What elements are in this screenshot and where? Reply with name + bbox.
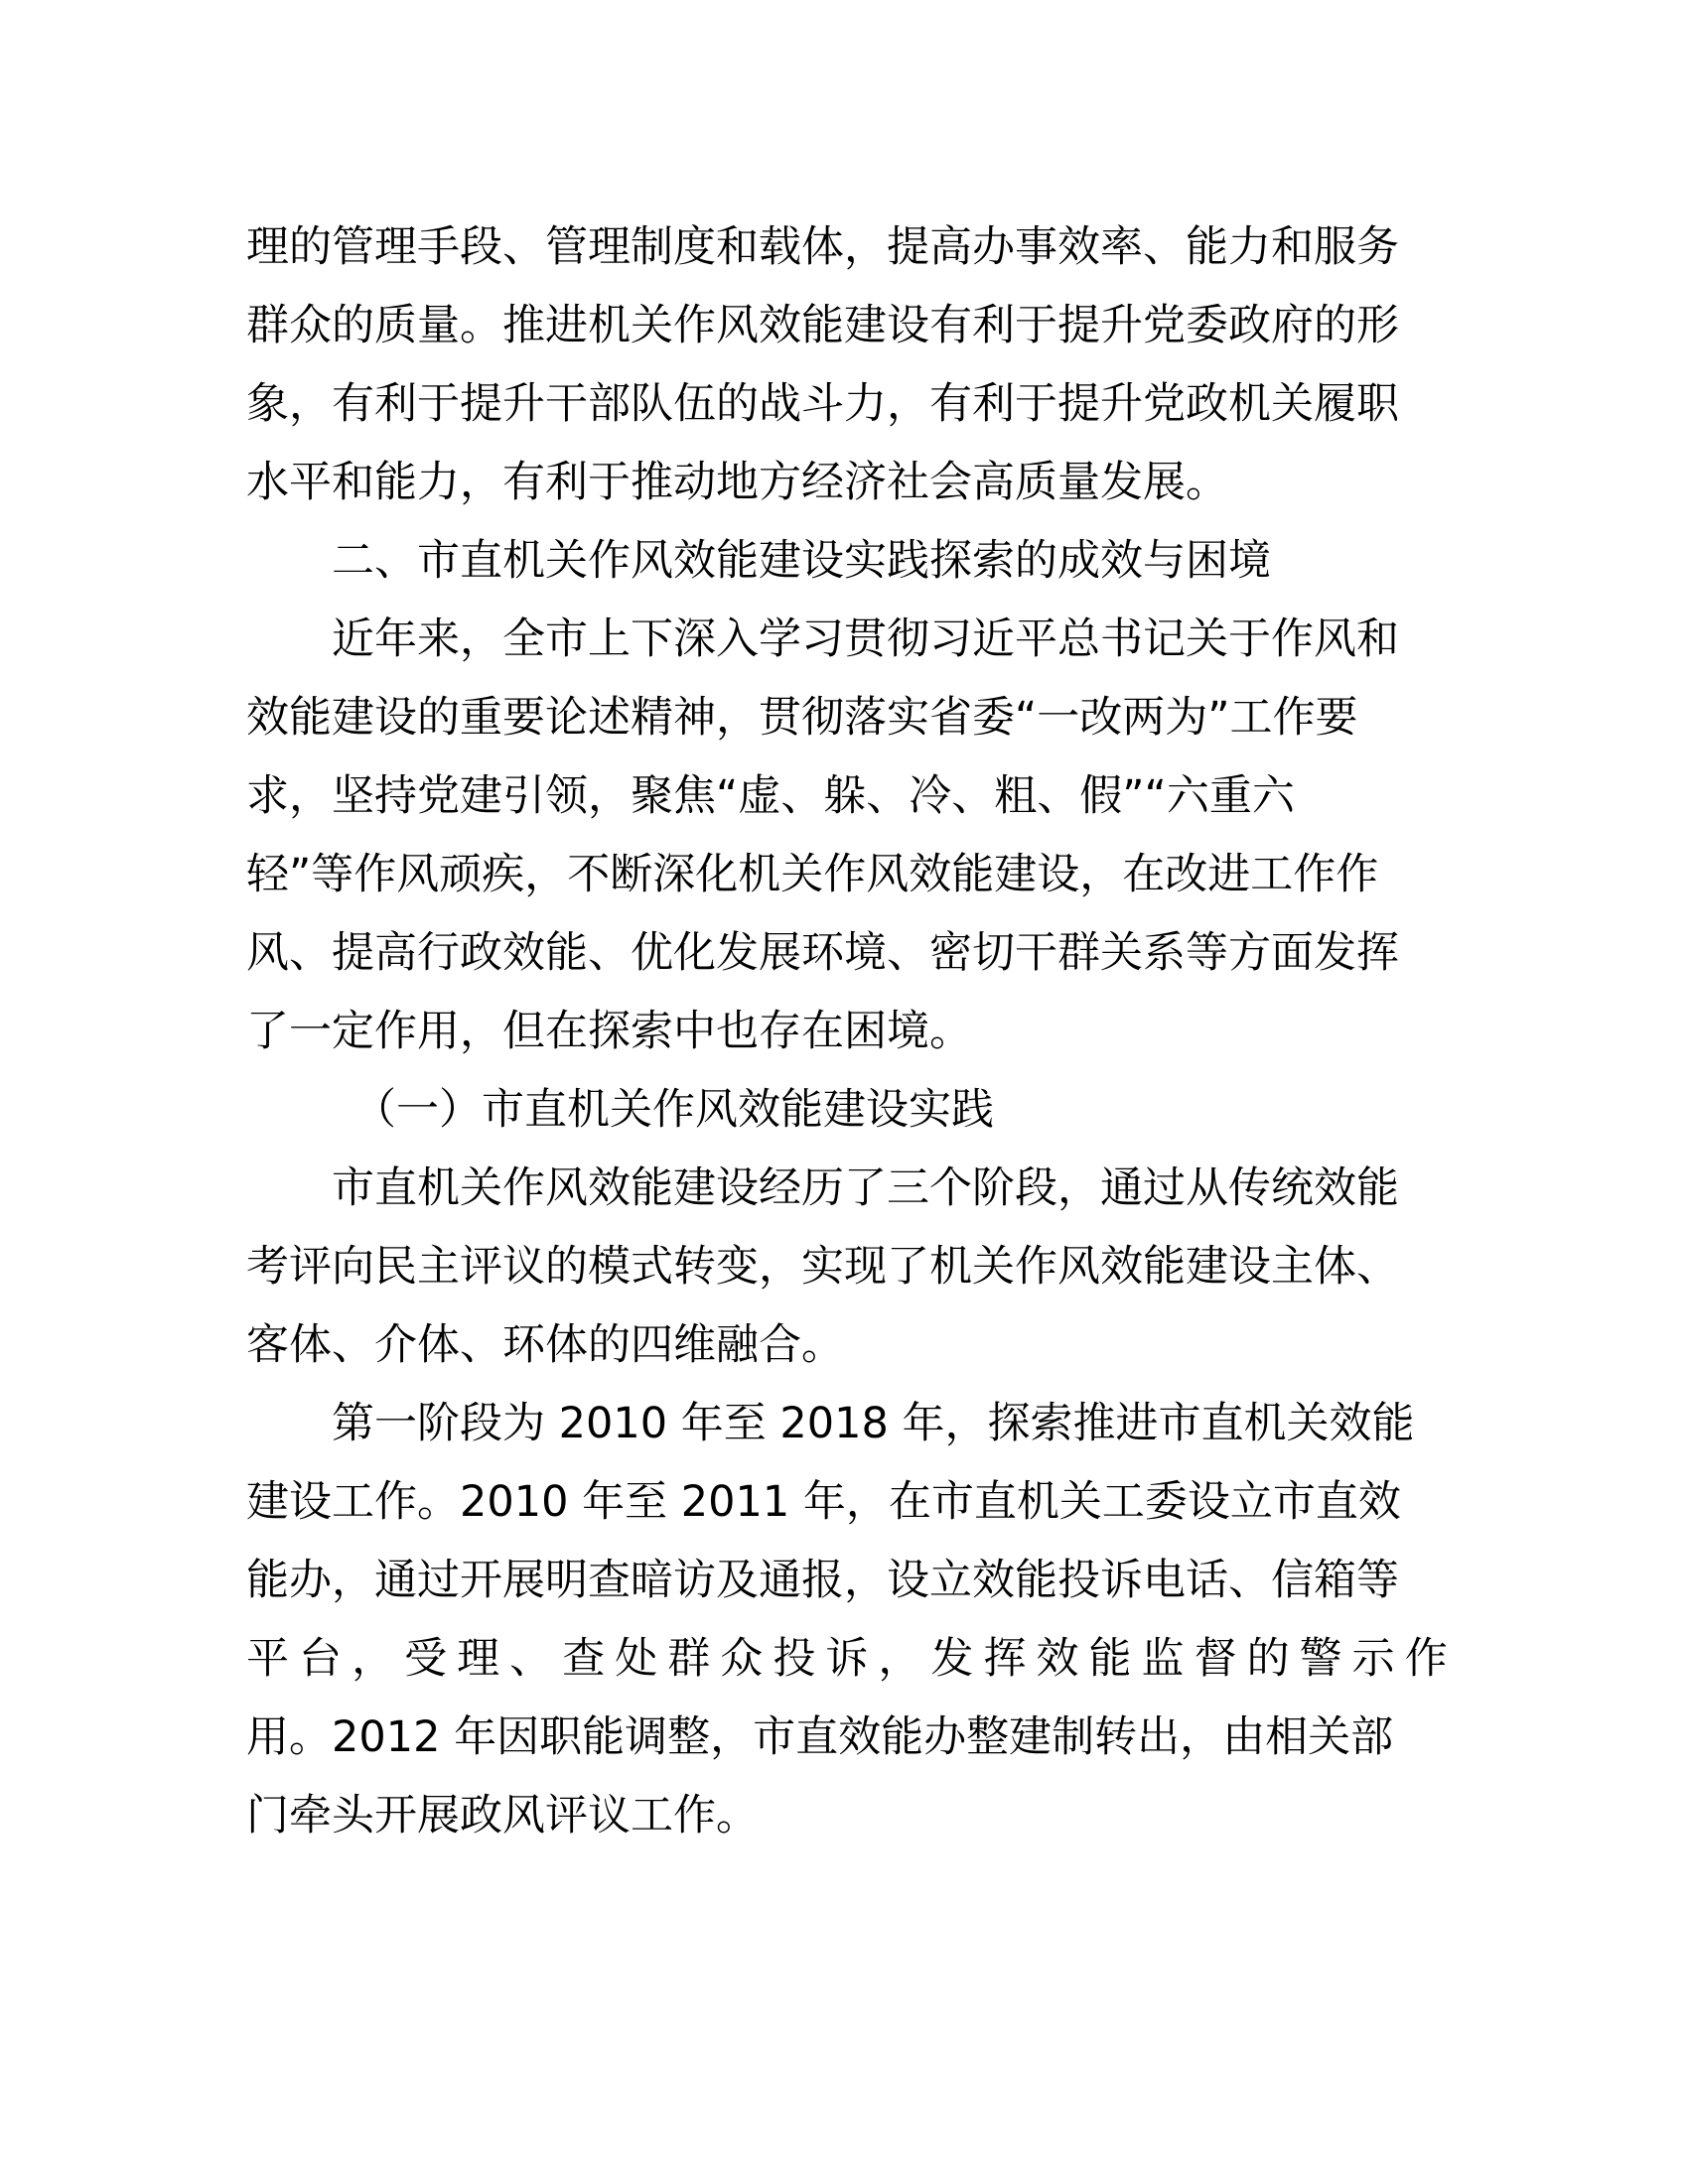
text-char: 督 [1194,1634,1237,1684]
text-line: 风、提高行政效能、优化发展环境、密切干群关系等方面发挥 [246,928,1399,978]
text-char: 监 [1141,1634,1185,1684]
text-char: 众 [720,1634,764,1684]
text-line: 门牵头开展政风评议工作。 [246,1791,759,1841]
text-char: 、 [509,1634,553,1684]
text-char: 诉 [825,1634,869,1684]
text-line: 轻”等作风顽疾，不断深化机关作风效能建设，在改进工作作 [246,850,1379,899]
heading-text: 二、市直机关作风效能建设实践探索的成效与困境 [332,536,1271,586]
paragraph-recent-years [246,601,1448,1071]
text-line: 了一定作用，但在探索中也存在困境。 [246,1007,972,1056]
text-line: 求，坚持党建引领，聚焦“虚、躲、冷、粗、假”“六重六 [246,771,1295,821]
text-line: 建设工作。2010 年至 2011 年，在市直机关工委设立市直效 [246,1477,1401,1527]
text-char: 处 [615,1634,658,1684]
text-line: 考评向民主评议的模式转变，实现了机关作风效能建设主体、 [246,1242,1399,1292]
text-char: 理 [457,1634,500,1684]
text-line: 市直机关作风效能建设经历了三个阶段，通过从传统效能 [332,1163,1399,1213]
text-char: 发 [930,1634,974,1684]
text-char: 平 [246,1634,289,1684]
text-char: ， [878,1634,921,1684]
text-char: 的 [1246,1634,1290,1684]
subheading-text: （一）市直机关作风效能建设实践 [353,1085,994,1135]
text-line: 效能建设的重要论述精神，贯彻落实省委“一改两为”工作要 [246,693,1358,743]
subsection-heading [246,1071,1448,1150]
section-heading [246,522,1448,601]
text-line: 理的管理手段、管理制度和载体，提高办事效率、能力和服务 [246,222,1399,272]
text-char: 作 [1404,1634,1448,1684]
text-line: 客体、介体、环体的四维融合。 [246,1320,844,1370]
text-line: 能办，通过开展明查暗访及通报，设立效能投诉电话、信箱等 [246,1556,1399,1605]
paragraph-stage-one [246,1385,1448,1855]
text-char: 投 [773,1634,816,1684]
text-char: 查 [562,1634,606,1684]
text-char: ， [352,1634,395,1684]
paragraph-stages [246,1150,1448,1385]
text-line: 群众的质量。推进机关作风效能建设有利于提升党委政府的形 [246,301,1399,350]
text-char: 受 [404,1634,448,1684]
text-char: 挥 [983,1634,1027,1684]
text-line-justified [246,1620,1448,1699]
text-char: 能 [1088,1634,1132,1684]
text-line: 象，有利于提升干部队伍的战斗力，有利于提升党政机关履职 [246,379,1399,429]
text-char: 群 [667,1634,711,1684]
text-line: 第一阶段为 2010 年至 2018 年，探索推进市直机关效能 [332,1399,1415,1448]
document-body [246,208,1448,1855]
text-char: 示 [1351,1634,1395,1684]
text-line: 用。2012 年因职能调整，市直效能办整建制转出，由相关部 [246,1712,1394,1762]
text-line: 近年来，全市上下深入学习贯彻习近平总书记关于作风和 [332,614,1399,664]
text-char: 警 [1299,1634,1342,1684]
text-char: 台 [299,1634,343,1684]
paragraph-intro [246,208,1448,522]
text-line: 水平和能力，有利于推动地方经济社会高质量发展。 [246,458,1228,507]
text-char: 效 [1036,1634,1079,1684]
